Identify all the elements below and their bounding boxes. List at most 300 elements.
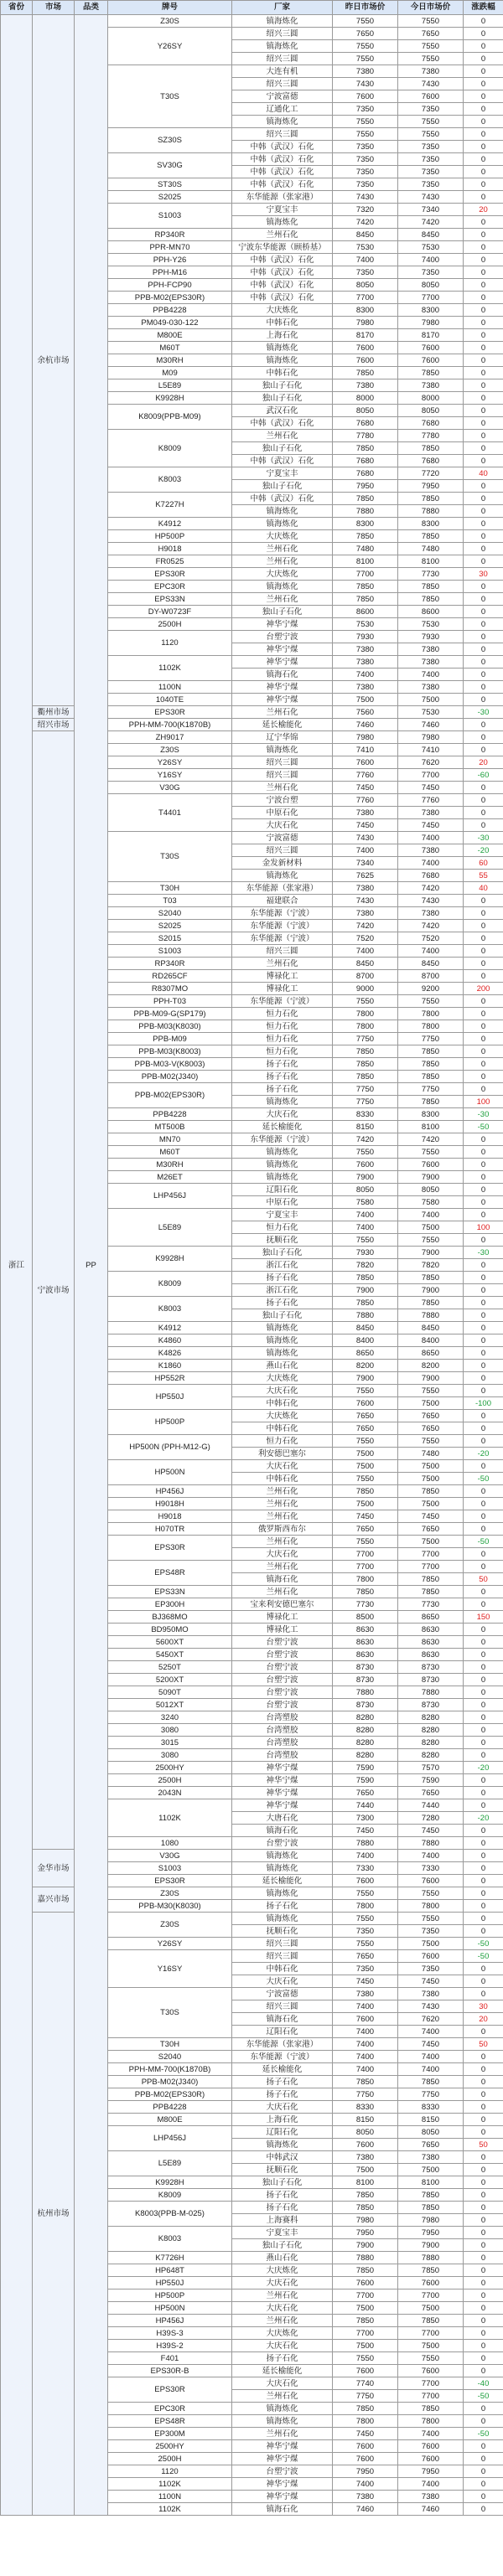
yesterday-price-cell: 8100 xyxy=(333,2176,398,2189)
change-cell: 0 xyxy=(464,731,503,744)
today-price-cell: 7280 xyxy=(398,1812,464,1825)
change-cell: -50 xyxy=(464,1950,503,1963)
yesterday-price-cell: 7900 xyxy=(333,1171,398,1184)
grade-cell: K1860 xyxy=(108,1360,232,1372)
maker-cell: 镇海炼化 xyxy=(232,116,333,128)
today-price-cell: 7400 xyxy=(398,2478,464,2491)
yesterday-price-cell: 7500 xyxy=(333,1498,398,1510)
yesterday-price-cell: 7850 xyxy=(333,1485,398,1498)
change-cell: 0 xyxy=(464,430,503,442)
maker-cell: 大庆炼化 xyxy=(232,1372,333,1385)
change-cell: 0 xyxy=(464,1058,503,1071)
today-price-cell: 8300 xyxy=(398,1108,464,1121)
today-price-cell: 7450 xyxy=(398,1825,464,1837)
yesterday-price-cell: 7550 xyxy=(333,40,398,53)
yesterday-price-cell: 7450 xyxy=(333,1510,398,1523)
grade-cell: PPB-M02(EPS30R) xyxy=(108,2088,232,2101)
maker-cell: 大庆石化 xyxy=(232,819,333,832)
maker-cell: 神华宁煤 xyxy=(232,2478,333,2491)
today-price-cell: 7400 xyxy=(398,945,464,958)
change-cell: 0 xyxy=(464,694,503,706)
maker-cell: 中韩石化 xyxy=(232,317,333,329)
change-cell: 0 xyxy=(464,367,503,379)
grade-cell: S2040 xyxy=(108,2051,232,2063)
change-cell: 0 xyxy=(464,631,503,643)
market-name-cell: 绍兴市场 xyxy=(33,719,75,731)
yesterday-price-cell: 7430 xyxy=(333,191,398,204)
maker-cell: 东华能源（张家港） xyxy=(232,191,333,204)
yesterday-price-cell: 7550 xyxy=(333,995,398,1008)
grade-cell: K8009 xyxy=(108,430,232,467)
grade-cell: EPS33N xyxy=(108,1586,232,1598)
grade-cell: 5012XT xyxy=(108,1699,232,1711)
change-cell: 0 xyxy=(464,1787,503,1799)
change-cell: 0 xyxy=(464,2327,503,2340)
change-cell: 0 xyxy=(464,342,503,354)
yesterday-price-cell: 7380 xyxy=(333,643,398,656)
today-price-cell: 7500 xyxy=(398,2340,464,2352)
change-cell: 0 xyxy=(464,28,503,40)
change-cell: 0 xyxy=(464,329,503,342)
grade-cell: HP500N xyxy=(108,1460,232,1485)
maker-cell: 东华能源（宁波） xyxy=(232,907,333,920)
change-cell: -20 xyxy=(464,1448,503,1460)
today-price-cell: 7460 xyxy=(398,2503,464,2516)
maker-cell: 中韩（武汉）石化 xyxy=(232,153,333,166)
maker-cell: 大唐石化 xyxy=(232,1812,333,1825)
maker-cell: 中韩（武汉）石化 xyxy=(232,166,333,178)
maker-cell: 台塑宁波 xyxy=(232,1636,333,1649)
yesterday-price-cell: 7580 xyxy=(333,1196,398,1209)
yesterday-price-cell: 7450 xyxy=(333,2428,398,2440)
yesterday-price-cell: 7380 xyxy=(333,2151,398,2164)
maker-cell: 兰州石化 xyxy=(232,1586,333,1598)
header-row xyxy=(1,1,503,15)
yesterday-price-cell: 7850 xyxy=(333,2403,398,2415)
yesterday-price-cell: 8450 xyxy=(333,1322,398,1334)
change-cell: 0 xyxy=(464,2239,503,2252)
grade-cell: PPB-M02(EPS30R) xyxy=(108,292,232,304)
maker-cell: 上海赛科 xyxy=(232,2214,333,2227)
today-price-cell: 8730 xyxy=(398,1674,464,1686)
grade-cell: K7227H xyxy=(108,493,232,518)
yesterday-price-cell: 7800 xyxy=(333,1008,398,1020)
yesterday-price-cell: 7430 xyxy=(333,832,398,844)
maker-cell: 兰州石化 xyxy=(232,593,333,606)
grade-cell: EPS30R xyxy=(108,706,232,719)
grade-cell: PPB-M02(J340) xyxy=(108,2076,232,2088)
maker-cell: 中韩（武汉）石化 xyxy=(232,455,333,467)
today-price-cell: 7520 xyxy=(398,932,464,945)
today-price-cell: 7900 xyxy=(398,1372,464,1385)
yesterday-price-cell: 8000 xyxy=(333,392,398,405)
grade-cell: H9018H xyxy=(108,1498,232,1510)
grade-cell: T03 xyxy=(108,895,232,907)
change-cell: 0 xyxy=(464,216,503,229)
change-cell: 0 xyxy=(464,128,503,141)
header-category: 品类 xyxy=(75,1,108,15)
today-price-cell: 7880 xyxy=(398,1837,464,1850)
yesterday-price-cell: 7740 xyxy=(333,2377,398,2390)
maker-cell: 中韩石化 xyxy=(232,1422,333,1435)
maker-cell: 台塑宁波 xyxy=(232,631,333,643)
today-price-cell: 7430 xyxy=(398,895,464,907)
grade-cell: PPB-M09-G(SP179) xyxy=(108,1008,232,1020)
change-cell: 0 xyxy=(464,2164,503,2176)
yesterday-price-cell: 8450 xyxy=(333,958,398,970)
yesterday-price-cell: 7850 xyxy=(333,530,398,543)
yesterday-price-cell: 7350 xyxy=(333,103,398,116)
maker-cell: 台塑宁波 xyxy=(232,1674,333,1686)
maker-cell: 大庆石化 xyxy=(232,2277,333,2289)
grade-cell: T30S xyxy=(108,832,232,882)
change-cell: 0 xyxy=(464,1875,503,1887)
yesterday-price-cell: 7550 xyxy=(333,1435,398,1448)
today-price-cell: 8280 xyxy=(398,1749,464,1762)
yesterday-price-cell: 7650 xyxy=(333,1422,398,1435)
grade-cell: L5E89 xyxy=(108,1209,232,1247)
yesterday-price-cell: 7430 xyxy=(333,895,398,907)
grade-cell: M60T xyxy=(108,1146,232,1159)
yesterday-price-cell: 7880 xyxy=(333,505,398,518)
maker-cell: 兰州石化 xyxy=(232,958,333,970)
change-cell: -20 xyxy=(464,1812,503,1825)
market-name-cell: 余杭市场 xyxy=(33,15,75,706)
maker-cell: 兰州石化 xyxy=(232,1510,333,1523)
maker-cell: 镇海炼化 xyxy=(232,1913,333,1925)
change-cell: 0 xyxy=(464,669,503,681)
yesterday-price-cell: 7380 xyxy=(333,379,398,392)
grade-cell: K8003(PPB-M-025) xyxy=(108,2202,232,2227)
grade-cell: Z30S xyxy=(108,15,232,28)
yesterday-price-cell: 8150 xyxy=(333,1121,398,1133)
change-cell: 0 xyxy=(464,2227,503,2239)
grade-cell: PPB-M02(EPS30R) xyxy=(108,1083,232,1108)
yesterday-price-cell: 8150 xyxy=(333,2114,398,2126)
today-price-cell: 7410 xyxy=(398,744,464,756)
grade-cell: 1102K xyxy=(108,2503,232,2516)
change-cell: 0 xyxy=(464,304,503,317)
change-cell: 0 xyxy=(464,1385,503,1397)
change-cell: 20 xyxy=(464,204,503,216)
change-cell: 0 xyxy=(464,1649,503,1661)
maker-cell: 兰州石化 xyxy=(232,2289,333,2302)
yesterday-price-cell: 8050 xyxy=(333,405,398,417)
maker-cell: 浙江石化 xyxy=(232,1284,333,1297)
change-cell: 0 xyxy=(464,1624,503,1636)
change-cell: 0 xyxy=(464,241,503,254)
maker-cell: 东华能源（宁波） xyxy=(232,1133,333,1146)
maker-cell: 辽阳石化 xyxy=(232,2026,333,2038)
yesterday-price-cell: 7700 xyxy=(333,568,398,581)
yesterday-price-cell: 7980 xyxy=(333,2214,398,2227)
maker-cell: 兰州石化 xyxy=(232,430,333,442)
yesterday-price-cell: 7650 xyxy=(333,1410,398,1422)
maker-cell: 大庆石化 xyxy=(232,1548,333,1561)
yesterday-price-cell: 7680 xyxy=(333,455,398,467)
yesterday-price-cell: 8280 xyxy=(333,1711,398,1724)
maker-cell: 镇海炼化 xyxy=(232,2139,333,2151)
grade-cell: Y26SY xyxy=(108,756,232,769)
grade-cell: PPH-MM-700(K1870B) xyxy=(108,719,232,731)
grade-cell: EPS30R xyxy=(108,568,232,581)
today-price-cell: 7430 xyxy=(398,191,464,204)
today-price-cell: 7350 xyxy=(398,153,464,166)
grade-cell: 1040TE xyxy=(108,694,232,706)
change-cell: 0 xyxy=(464,1711,503,1724)
maker-cell: 大庆石化 xyxy=(232,1385,333,1397)
yesterday-price-cell: 7850 xyxy=(333,1297,398,1309)
maker-cell: 台湾塑胶 xyxy=(232,1711,333,1724)
change-cell: 0 xyxy=(464,895,503,907)
today-price-cell: 7600 xyxy=(398,1950,464,1963)
change-cell: 55 xyxy=(464,870,503,882)
today-price-cell: 8150 xyxy=(398,2114,464,2126)
category-cell: PP xyxy=(75,15,108,2516)
grade-cell: 1120 xyxy=(108,2465,232,2478)
maker-cell: 恒力石化 xyxy=(232,1033,333,1045)
grade-cell: MT500B xyxy=(108,1121,232,1133)
change-cell: 0 xyxy=(464,1523,503,1536)
change-cell: 0 xyxy=(464,1159,503,1171)
change-cell: 0 xyxy=(464,1272,503,1284)
yesterday-price-cell: 7850 xyxy=(333,442,398,455)
maker-cell: 浙江石化 xyxy=(232,1259,333,1272)
grade-cell: DY-W0723F xyxy=(108,606,232,618)
grade-cell: HP500P xyxy=(108,2289,232,2302)
yesterday-price-cell: 8730 xyxy=(333,1674,398,1686)
change-cell: 0 xyxy=(464,1020,503,1033)
maker-cell: 兰州石化 xyxy=(232,1536,333,1548)
yesterday-price-cell: 7500 xyxy=(333,2340,398,2352)
grade-cell: RP340R xyxy=(108,229,232,241)
today-price-cell: 7850 xyxy=(398,530,464,543)
yesterday-price-cell: 7750 xyxy=(333,1033,398,1045)
yesterday-price-cell: 8280 xyxy=(333,1749,398,1762)
maker-cell: 东华能源（宁波） xyxy=(232,932,333,945)
today-price-cell: 7720 xyxy=(398,467,464,480)
grade-cell: PPH-Y26 xyxy=(108,254,232,266)
grade-cell: M800E xyxy=(108,2114,232,2126)
today-price-cell: 7550 xyxy=(398,1435,464,1448)
today-price-cell: 7400 xyxy=(398,2428,464,2440)
today-price-cell: 7900 xyxy=(398,1284,464,1297)
grade-cell: EP300M xyxy=(108,2428,232,2440)
maker-cell: 中韩（武汉）石化 xyxy=(232,417,333,430)
maker-cell: 延长榆能化 xyxy=(232,2063,333,2076)
maker-cell: 镇海石化 xyxy=(232,1825,333,1837)
grade-cell: M09 xyxy=(108,367,232,379)
grade-cell: M26ET xyxy=(108,1171,232,1184)
today-price-cell: 8330 xyxy=(398,2101,464,2114)
change-cell: 0 xyxy=(464,543,503,555)
change-cell: 0 xyxy=(464,1360,503,1372)
yesterday-price-cell: 7680 xyxy=(333,417,398,430)
maker-cell: 兰州石化 xyxy=(232,782,333,794)
grade-cell: ST30S xyxy=(108,178,232,191)
today-price-cell: 7380 xyxy=(398,907,464,920)
grade-cell: HP550J xyxy=(108,2277,232,2289)
yesterday-price-cell: 7550 xyxy=(333,15,398,28)
maker-cell: 博禄化工 xyxy=(232,983,333,995)
change-cell: 0 xyxy=(464,1485,503,1498)
change-cell: 0 xyxy=(464,618,503,631)
yesterday-price-cell: 7330 xyxy=(333,1862,398,1875)
yesterday-price-cell: 7750 xyxy=(333,2088,398,2101)
yesterday-price-cell: 7760 xyxy=(333,769,398,782)
today-price-cell: 7550 xyxy=(398,15,464,28)
yesterday-price-cell: 7400 xyxy=(333,945,398,958)
today-price-cell: 8650 xyxy=(398,1347,464,1360)
change-cell: 0 xyxy=(464,1598,503,1611)
maker-cell: 兰州石化 xyxy=(232,1485,333,1498)
change-cell: 0 xyxy=(464,2415,503,2428)
grade-cell: 1102K xyxy=(108,1799,232,1837)
maker-cell: 中韩石化 xyxy=(232,1397,333,1410)
change-cell: 0 xyxy=(464,2340,503,2352)
today-price-cell: 7850 xyxy=(398,2315,464,2327)
yesterday-price-cell: 7480 xyxy=(333,543,398,555)
today-price-cell: 7550 xyxy=(398,40,464,53)
yesterday-price-cell: 7420 xyxy=(333,1133,398,1146)
maker-cell: 大庆石化 xyxy=(232,2340,333,2352)
change-cell: 0 xyxy=(464,1372,503,1385)
maker-cell: 镇海炼化 xyxy=(232,40,333,53)
header-maker: 厂家 xyxy=(232,1,333,15)
change-cell: 0 xyxy=(464,1083,503,1096)
grade-cell: MN70 xyxy=(108,1133,232,1146)
today-price-cell: 7400 xyxy=(398,669,464,681)
maker-cell: 大庆石化 xyxy=(232,1460,333,1473)
yesterday-price-cell: 7650 xyxy=(333,1950,398,1963)
yesterday-price-cell: 7380 xyxy=(333,882,398,895)
change-cell: 0 xyxy=(464,932,503,945)
grade-cell: BJ368MO xyxy=(108,1611,232,1624)
change-cell: 0 xyxy=(464,1661,503,1674)
change-cell: 0 xyxy=(464,2440,503,2453)
maker-cell: 延长榆能化 xyxy=(232,1121,333,1133)
today-price-cell: 7850 xyxy=(398,2403,464,2415)
grade-cell: EP300H xyxy=(108,1598,232,1611)
grade-cell: K7726H xyxy=(108,2252,232,2264)
yesterday-price-cell: 7400 xyxy=(333,2038,398,2051)
today-price-cell: 7480 xyxy=(398,1448,464,1460)
change-cell: 0 xyxy=(464,782,503,794)
today-price-cell: 7500 xyxy=(398,694,464,706)
maker-cell: 扬子石化 xyxy=(232,1297,333,1309)
yesterday-price-cell: 7550 xyxy=(333,1385,398,1397)
maker-cell: 中原石化 xyxy=(232,807,333,819)
change-cell: 50 xyxy=(464,2038,503,2051)
change-cell: 0 xyxy=(464,2478,503,2491)
change-cell: -30 xyxy=(464,1247,503,1259)
maker-cell: 延长榆能化 xyxy=(232,719,333,731)
today-price-cell: 8050 xyxy=(398,1184,464,1196)
maker-cell: 俄罗斯西布尔 xyxy=(232,1523,333,1536)
yesterday-price-cell: 8330 xyxy=(333,1108,398,1121)
maker-cell: 神华宁煤 xyxy=(232,1799,333,1812)
today-price-cell: 7850 xyxy=(398,2076,464,2088)
maker-cell: 中韩石化 xyxy=(232,1963,333,1975)
header-yesterday-price: 昨日市场价 xyxy=(333,1,398,15)
yesterday-price-cell: 7420 xyxy=(333,920,398,932)
yesterday-price-cell: 7980 xyxy=(333,317,398,329)
grade-cell: K4912 xyxy=(108,518,232,530)
yesterday-price-cell: 7980 xyxy=(333,731,398,744)
change-cell: 0 xyxy=(464,1033,503,1045)
today-price-cell: 8050 xyxy=(398,279,464,292)
yesterday-price-cell: 7450 xyxy=(333,1975,398,1988)
change-cell: 0 xyxy=(464,593,503,606)
today-price-cell: 7980 xyxy=(398,317,464,329)
maker-cell: 独山子石化 xyxy=(232,1309,333,1322)
grade-cell: PPH-T03 xyxy=(108,995,232,1008)
maker-cell: 大庆石化 xyxy=(232,1108,333,1121)
change-cell: 0 xyxy=(464,1322,503,1334)
grade-cell: Y26SY xyxy=(108,28,232,65)
grade-cell: LHP456J xyxy=(108,1184,232,1209)
maker-cell: 大庆炼化 xyxy=(232,2264,333,2277)
maker-cell: 上海石化 xyxy=(232,2114,333,2126)
maker-cell: 宁波富德 xyxy=(232,1988,333,2000)
yesterday-price-cell: 7380 xyxy=(333,1988,398,2000)
change-cell: -50 xyxy=(464,1938,503,1950)
change-cell: 0 xyxy=(464,65,503,78)
change-cell: 0 xyxy=(464,103,503,116)
grade-cell: PPB4228 xyxy=(108,1108,232,1121)
yesterday-price-cell: 7420 xyxy=(333,216,398,229)
change-cell: 0 xyxy=(464,1284,503,1297)
maker-cell: 宁波富德 xyxy=(232,90,333,103)
grade-cell: S2015 xyxy=(108,932,232,945)
yesterday-price-cell: 7380 xyxy=(333,907,398,920)
grade-cell: 2500HY xyxy=(108,2440,232,2453)
market-name-cell: 宁波市场 xyxy=(33,731,75,1850)
today-price-cell: 7420 xyxy=(398,1133,464,1146)
yesterday-price-cell: 7850 xyxy=(333,2315,398,2327)
maker-cell: 台塑宁波 xyxy=(232,1649,333,1661)
maker-cell: 绍兴三圆 xyxy=(232,945,333,958)
today-price-cell: 7500 xyxy=(398,1397,464,1410)
market-name-cell: 杭州市场 xyxy=(33,1913,75,2516)
yesterday-price-cell: 7780 xyxy=(333,430,398,442)
yesterday-price-cell: 7850 xyxy=(333,2189,398,2202)
today-price-cell: 7500 xyxy=(398,2302,464,2315)
today-price-cell: 7700 xyxy=(398,292,464,304)
today-price-cell: 7450 xyxy=(398,819,464,832)
grade-cell: 1080 xyxy=(108,1837,232,1850)
maker-cell: 宁波台塑 xyxy=(232,794,333,807)
today-price-cell: 7420 xyxy=(398,920,464,932)
yesterday-price-cell: 8200 xyxy=(333,1360,398,1372)
change-cell: 0 xyxy=(464,2315,503,2327)
yesterday-price-cell: 8300 xyxy=(333,518,398,530)
change-cell: 0 xyxy=(464,1837,503,1850)
yesterday-price-cell: 7700 xyxy=(333,2289,398,2302)
yesterday-price-cell: 8730 xyxy=(333,1699,398,1711)
change-cell: 40 xyxy=(464,467,503,480)
grade-cell: PPB-M09 xyxy=(108,1033,232,1045)
maker-cell: 中韩（武汉）石化 xyxy=(232,254,333,266)
yesterday-price-cell: 7600 xyxy=(333,354,398,367)
yesterday-price-cell: 7380 xyxy=(333,807,398,819)
maker-cell: 宁波富德 xyxy=(232,832,333,844)
today-price-cell: 9200 xyxy=(398,983,464,995)
today-price-cell: 8280 xyxy=(398,1724,464,1737)
change-cell: 0 xyxy=(464,1196,503,1209)
yesterday-price-cell: 7850 xyxy=(333,1058,398,1071)
change-cell: 0 xyxy=(464,1133,503,1146)
